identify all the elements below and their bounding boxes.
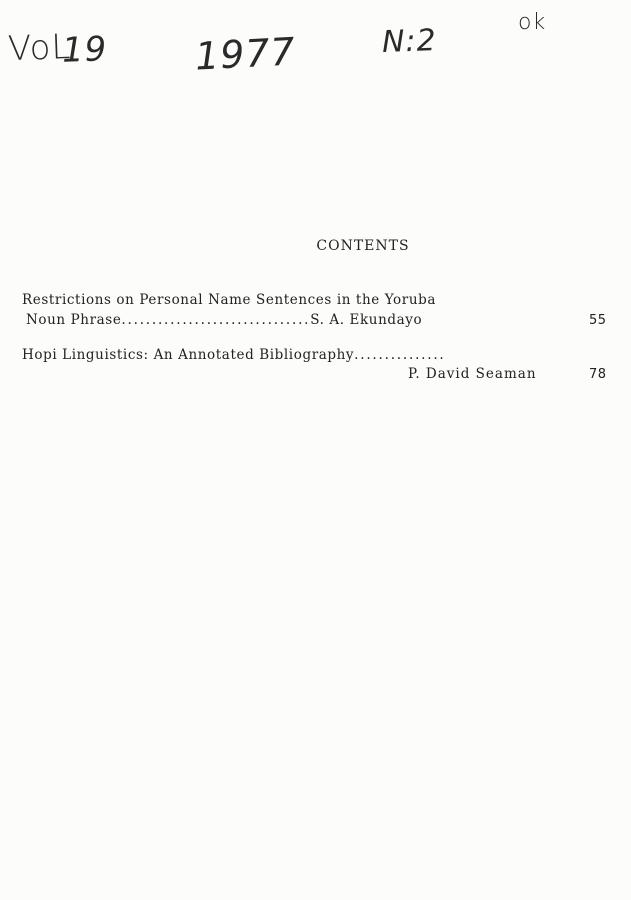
handwritten-year: 1977: [193, 29, 297, 79]
handwritten-issue-number: N:2: [381, 23, 438, 60]
entry-1-title-line1: Restrictions on Personal Name Sentences in the Yoruba: [22, 292, 437, 308]
entry-1-leader-dots: ...............................: [121, 312, 311, 328]
handwritten-volume-number: 19: [61, 29, 108, 71]
entry-2-author: P. David Seaman: [408, 366, 537, 382]
entry-1-author: S. A. Ekundayo: [310, 312, 423, 328]
handwritten-vol-label: VoL: [7, 26, 73, 70]
entry-1-title-line2: [26, 312, 422, 328]
entry-2-title-line1: [22, 347, 446, 363]
entry-2-leader-dots: ...............: [354, 347, 446, 363]
entry-1-page-number: 55: [589, 313, 607, 328]
entry-2-title: Hopi Linguistics: An Annotated Bibliography: [22, 347, 355, 363]
contents-heading: CONTENTS: [316, 238, 410, 254]
handwritten-ok-mark: ok: [518, 10, 547, 35]
entry-2-page-number: 78: [589, 367, 607, 382]
entry-1-title-continuation: Noun Phrase: [26, 312, 122, 328]
